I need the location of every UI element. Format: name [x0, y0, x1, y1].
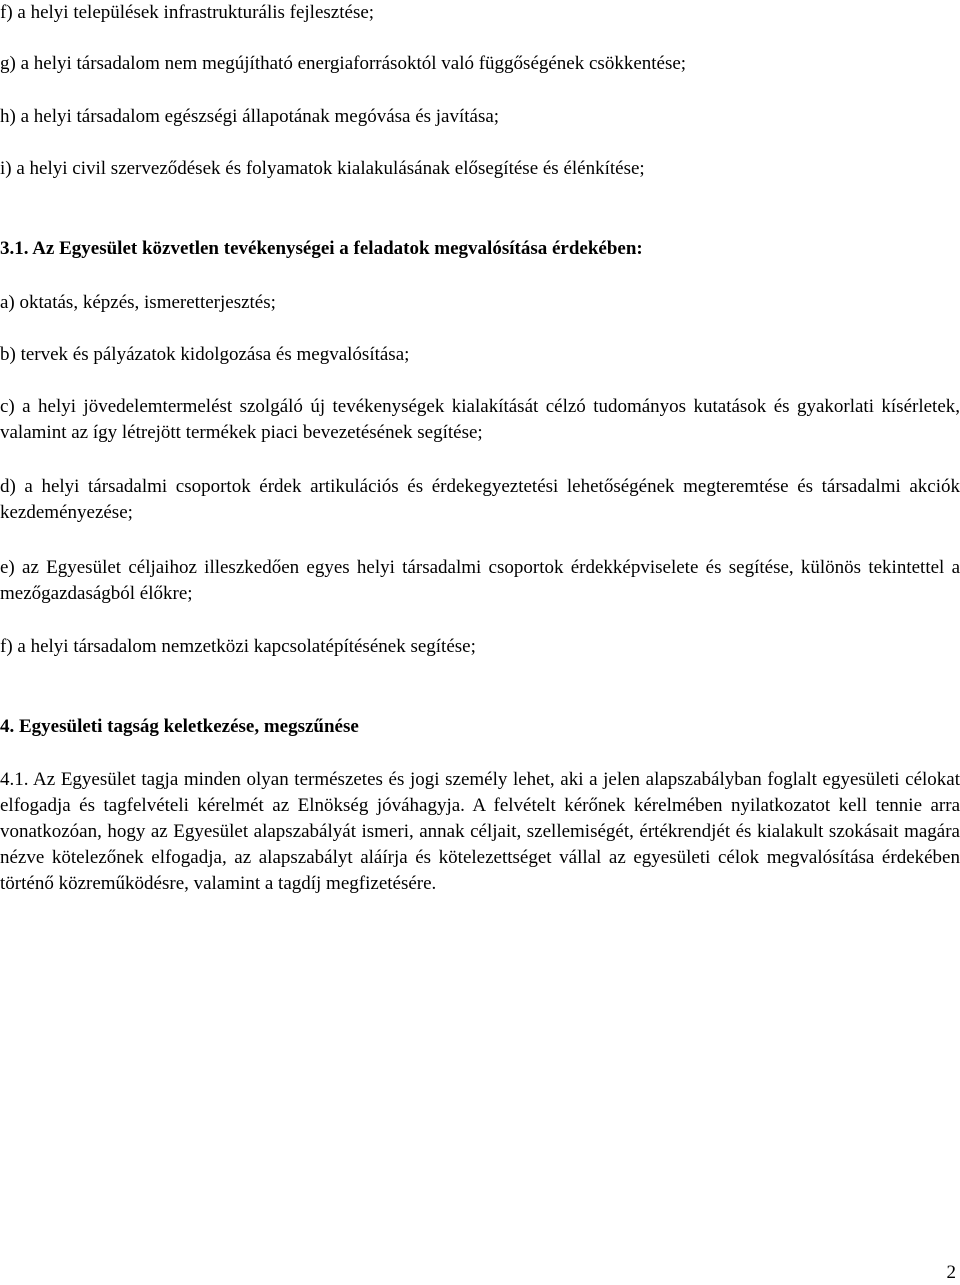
list-item-f-top: f) a helyi települések infrastrukturális fejlesztése;	[0, 2, 375, 23]
section-4-1-paragraph: 4.1. Az Egyesület tagja minden olyan természetes és jogi személy lehet, aki a jelen alapszabályban foglalt egyesületi célokat elfogadja és tagfelvételi kérelmét az Elnökség jóváhagyja. A felvételt kérőnek kérelmében nyilatkozatot kell tennie arra vonatkozóan, hogy az Egyesület alapszabályát ismeri, annak céljait, szellemiségét, értékrendjét és kialakult szokásait magára nézve kötelezőnek elfogadja, az alapszabályt aláírja és kötelezettséget vállal az egyesületi célok megvalósítása érdekében történő közreműködésre, valamint a tagdíj megfizetésére.	[0, 769, 960, 894]
list-item-a: a) oktatás, képzés, ismeretterjesztés;	[0, 292, 276, 313]
section-4-heading: 4. Egyesületi tagság keletkezése, megszűnése	[0, 716, 359, 737]
list-item-h: h) a helyi társadalom egészségi állapotának megóvása és javítása;	[0, 106, 500, 127]
list-item-g: g) a helyi társadalom nem megújítható energiaforrásoktól való függőségének csökkentése;	[0, 53, 687, 74]
page-number: 2	[946, 1262, 956, 1283]
list-item-d: d) a helyi társadalmi csoportok érdek artikulációs és érdekegyeztetési lehetőségének megteremtése és társadalmi akciók kezdeményezése;	[0, 476, 960, 523]
section-3-1-number: 3.1.	[0, 238, 29, 259]
list-item-b: b) tervek és pályázatok kidolgozása és megvalósítása;	[0, 344, 410, 365]
list-item-i: i) a helyi civil szerveződések és folyamatok kialakulásának elősegítése és élénkítése;	[0, 158, 645, 179]
list-item-c: c) a helyi jövedelemtermelést szolgáló új tevékenységek kialakítását célzó tudományos kutatások és gyakorlati kísérletek, valamint az így létrejött termékek piaci bevezetésének segítése;	[0, 396, 960, 443]
list-item-f-bottom: f) a helyi társadalom nemzetközi kapcsolatépítésének segítése;	[0, 636, 476, 657]
section-3-1-heading	[0, 236, 643, 262]
section-3-1-title: Az Egyesület közvetlen tevékenységei a feladatok megvalósítása érdekében:	[32, 238, 643, 259]
list-item-e: e) az Egyesület céljaihoz illeszkedően egyes helyi társadalmi csoportok érdekképviselete és segítése, különös tekintettel a mezőgazdaságból élőkre;	[0, 557, 960, 604]
